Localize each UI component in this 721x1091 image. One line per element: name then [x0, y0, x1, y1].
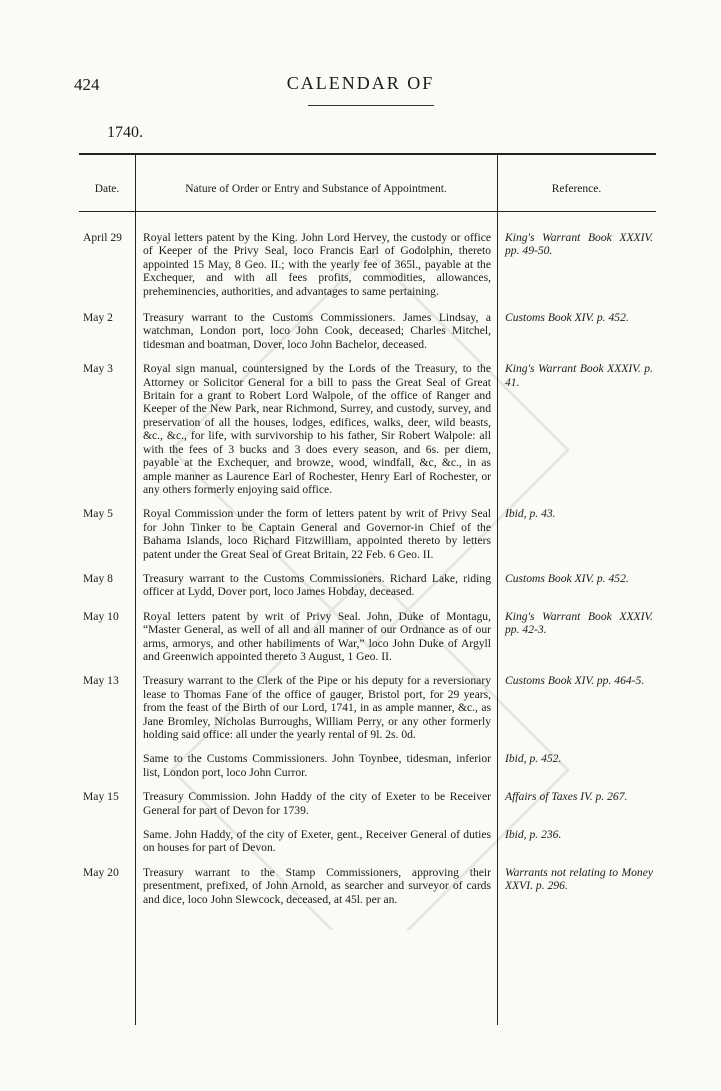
- entry-nature: Treasury warrant to the Customs Commissioners. Richard Lake, riding officer at Lydd, Dover port, loco James Hobday, deceased.: [143, 571, 491, 599]
- table-row: [79, 828, 656, 855]
- entry-nature: Royal sign manual, countersigned by the Lords of the Treasury, to the Attorney or Solicitor General for a bill to pass the Great Seal of Great Britain for a grant to Robert Lord Walpole, of the office of Ranger and Keeper of the New Park, near Richmond, Surrey, and custody, survey, and preservation of all the houses, lodges, edifices, walks, deer, wild beasts, &c., &c., for life, with survivorship to his father, Sir Robert Walpole: all with the fees of 3 bucks and 3 does every season, and 6s. per diem, payable at the Exchequer, and browze, wood, windfall, &c, &c., in as ample manner as Laurence Earl of Rochester, Henry Earl of Rochester, or any others formerly enjoying said office.: [143, 362, 491, 496]
- entry-reference: King's Warrant Book XXXIV. pp. 42-3.: [505, 609, 653, 637]
- head-rule: [308, 105, 434, 106]
- table-header: [79, 155, 656, 212]
- table-row: [79, 674, 656, 741]
- table-row: [79, 507, 656, 561]
- entry-date: May 13: [83, 674, 119, 688]
- table-row: [79, 790, 656, 817]
- entry-nature: Same to the Customs Commissioners. John Toynbee, tidesman, inferior list, London port, loco John Curror.: [143, 752, 491, 779]
- column-header-date: Date.: [94, 183, 120, 195]
- entry-nature: Royal Commission under the form of letters patent by writ of Privy Seal for John Tinker to be Captain General and Governor-in Chief of the Bahama Islands, loco Richard Fitzwilliam, appointed thereto by letters patent under the Great Seal of Great Britain, 22 Feb. 6 Geo. II.: [143, 507, 491, 561]
- table-row: [79, 572, 656, 599]
- column-header-reference: Reference.: [551, 183, 602, 195]
- entry-reference: Customs Book XIV. p. 452.: [505, 571, 629, 585]
- entry-reference: King's Warrant Book XXXIV. p. 41.: [505, 362, 653, 389]
- entry-reference: Warrants not relating to Money XXVI. p. 296.: [505, 865, 653, 893]
- table-row: [79, 231, 656, 298]
- table-row: [79, 752, 656, 779]
- entry-reference: Ibid, p. 43.: [505, 507, 556, 521]
- entry-date: May 15: [83, 790, 119, 804]
- table-row: [79, 362, 656, 496]
- entry-reference: Ibid, p. 236.: [505, 828, 562, 842]
- entry-date: April 29: [83, 231, 122, 244]
- entry-nature: Treasury warrant to the Clerk of the Pipe or his deputy for a reversionary lease to Thomas Fane of the office of gauger, Bristol port, for 29 years, from the feast of the Birth of our Lord, 1741, in as ample manner, &c., as Jane Bromley, Nicholas Burroughs, William Perry, or any other formerly holding said office: all under the yearly rental of 9l. 2s. 0d.: [143, 674, 491, 741]
- entry-reference: Affairs of Taxes IV. p. 267.: [505, 790, 628, 804]
- year-heading: 1740.: [107, 124, 143, 141]
- entry-nature: Treasury Commission. John Haddy of the city of Exeter to be Receiver General for part of Devon for 1739.: [143, 790, 491, 817]
- column-header-nature: Nature of Order or Entry and Substance of Appointment.: [185, 183, 447, 195]
- entry-nature: Royal letters patent by the King. John Lord Hervey, the custody or office of Keeper of the Privy Seal, loco Francis Earl of Godolphin, thereto appointed 15 May, 8 Geo. II.; with the yearly fee of 365l., payable at the Exchequer, and with all fees profits, commodities, allowances, preheminencies, authorities, and advantages to same pertaining.: [143, 231, 491, 298]
- entry-date: May 10: [83, 609, 119, 623]
- table-row: [79, 866, 656, 906]
- entry-nature: Treasury warrant to the Stamp Commissioners, approving their presentment, prefixed, of John Arnold, as searcher and surveyor of cards and dice, loco John Slewcock, deceased, at 45l. per an.: [143, 865, 491, 906]
- entry-date: May 2: [83, 311, 113, 325]
- entry-date: May 3: [83, 362, 113, 376]
- entry-nature: Same. John Haddy, of the city of Exeter, gent., Receiver General of duties on houses for part of Devon.: [143, 828, 491, 855]
- entry-reference: Customs Book XIV. pp. 464-5.: [505, 674, 645, 688]
- entry-date: May 5: [83, 507, 113, 521]
- running-head: CALENDAR OF: [286, 73, 435, 93]
- entry-reference: Customs Book XIV. p. 452.: [505, 311, 629, 325]
- calendar-table: [79, 153, 656, 1025]
- table-body: [79, 231, 656, 917]
- table-row: [79, 311, 656, 351]
- page-number: 424: [74, 75, 100, 94]
- entry-date: May 20: [83, 865, 119, 879]
- table-row: [79, 610, 656, 664]
- entry-reference: King's Warrant Book XXXIV. pp. 49-50.: [505, 231, 653, 258]
- entry-date: May 8: [83, 571, 113, 585]
- entry-reference: Ibid, p. 452.: [505, 752, 562, 766]
- entry-nature: Royal letters patent by writ of Privy Seal. John, Duke of Montagu, “Master General, as well of all and all manner of our Ordnance as of our arms, armorys, and other habiliments of War,” loco John Duke of Argyll and Greenwich appointed thereto 3 August, 1 Geo. II.: [143, 609, 491, 663]
- entry-nature: Treasury warrant to the Customs Commissioners. James Lindsay, a watchman, London port, loco John Cook, deceased; Charles Mitchel, tidesman and boatman, Dover, loco John Bachelor, deceased.: [143, 311, 491, 351]
